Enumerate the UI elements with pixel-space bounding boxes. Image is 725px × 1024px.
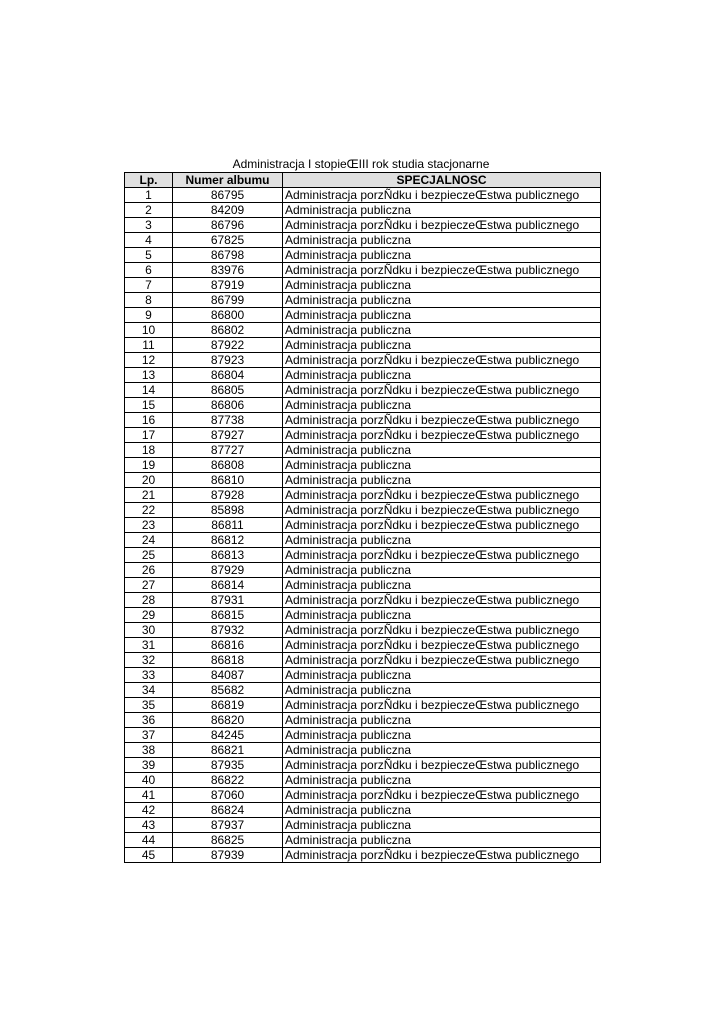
- page-title: Administracja I stopieŒIII rok studia stacjonarne: [232, 157, 490, 171]
- specialization-cell: Administracja porzÑdku i bezpieczeŒstwa publicznego: [283, 548, 601, 563]
- row-number-cell: 23: [125, 518, 173, 533]
- row-number-cell: 28: [125, 593, 173, 608]
- album-number-cell: 86824: [173, 803, 283, 818]
- specialization-cell: Administracja publiczna: [283, 458, 601, 473]
- table-row: [125, 398, 601, 413]
- specialization-cell: Administracja publiczna: [283, 578, 601, 593]
- specialization-cell: Administracja porzÑdku i bezpieczeŒstwa publicznego: [283, 518, 601, 533]
- table-row: [125, 443, 601, 458]
- table-row: [125, 548, 601, 563]
- row-number-cell: 32: [125, 653, 173, 668]
- table-row: [125, 203, 601, 218]
- album-number-cell: 86805: [173, 383, 283, 398]
- album-number-cell: 84245: [173, 728, 283, 743]
- row-number-cell: 29: [125, 608, 173, 623]
- row-number-cell: 39: [125, 758, 173, 773]
- album-number-cell: 85682: [173, 683, 283, 698]
- table-body: [125, 188, 601, 863]
- row-number-cell: 34: [125, 683, 173, 698]
- specialization-cell: Administracja porzÑdku i bezpieczeŒstwa publicznego: [283, 503, 601, 518]
- row-number-cell: 17: [125, 428, 173, 443]
- album-number-cell: 86816: [173, 638, 283, 653]
- row-number-cell: 11: [125, 338, 173, 353]
- table-row: [125, 638, 601, 653]
- table-row: [125, 308, 601, 323]
- table-row: [125, 653, 601, 668]
- table-row: [125, 353, 601, 368]
- table-row: [125, 503, 601, 518]
- album-number-cell: 87929: [173, 563, 283, 578]
- table-row: [125, 593, 601, 608]
- album-number-cell: 67825: [173, 233, 283, 248]
- row-number-cell: 45: [125, 848, 173, 863]
- specialization-cell: Administracja porzÑdku i bezpieczeŒstwa publicznego: [283, 218, 601, 233]
- row-number-cell: 8: [125, 293, 173, 308]
- row-number-cell: 35: [125, 698, 173, 713]
- table-row: [125, 803, 601, 818]
- row-number-cell: 33: [125, 668, 173, 683]
- specialization-cell: Administracja porzÑdku i bezpieczeŒstwa publicznego: [283, 848, 601, 863]
- table-row: [125, 428, 601, 443]
- album-number-cell: 86814: [173, 578, 283, 593]
- specialization-cell: Administracja publiczna: [283, 308, 601, 323]
- row-number-cell: 4: [125, 233, 173, 248]
- specialization-cell: Administracja publiczna: [283, 473, 601, 488]
- album-number-cell: 86804: [173, 368, 283, 383]
- specialization-cell: Administracja publiczna: [283, 713, 601, 728]
- specialization-cell: Administracja publiczna: [283, 293, 601, 308]
- column-header-specialization: SPECJALNOSC: [283, 173, 601, 188]
- table-row: [125, 248, 601, 263]
- row-number-cell: 16: [125, 413, 173, 428]
- album-number-cell: 87738: [173, 413, 283, 428]
- row-number-cell: 3: [125, 218, 173, 233]
- specialization-cell: Administracja porzÑdku i bezpieczeŒstwa publicznego: [283, 383, 601, 398]
- table-row: [125, 623, 601, 638]
- table-row: [125, 743, 601, 758]
- album-number-cell: 86800: [173, 308, 283, 323]
- row-number-cell: 31: [125, 638, 173, 653]
- row-number-cell: 14: [125, 383, 173, 398]
- table-row: [125, 278, 601, 293]
- specialization-cell: Administracja publiczna: [283, 233, 601, 248]
- specialization-cell: Administracja publiczna: [283, 818, 601, 833]
- specialization-cell: Administracja publiczna: [283, 773, 601, 788]
- table-row: [125, 473, 601, 488]
- album-number-cell: 86822: [173, 773, 283, 788]
- table-row: [125, 818, 601, 833]
- row-number-cell: 18: [125, 443, 173, 458]
- row-number-cell: 43: [125, 818, 173, 833]
- row-number-cell: 9: [125, 308, 173, 323]
- row-number-cell: 40: [125, 773, 173, 788]
- table-row: [125, 788, 601, 803]
- table-row: [125, 413, 601, 428]
- specialization-cell: Administracja porzÑdku i bezpieczeŒstwa publicznego: [283, 263, 601, 278]
- specialization-cell: Administracja publiczna: [283, 203, 601, 218]
- album-number-cell: 84209: [173, 203, 283, 218]
- album-number-cell: 86821: [173, 743, 283, 758]
- specialization-cell: Administracja publiczna: [283, 728, 601, 743]
- row-number-cell: 24: [125, 533, 173, 548]
- album-number-cell: 86819: [173, 698, 283, 713]
- specialization-cell: Administracja porzÑdku i bezpieczeŒstwa publicznego: [283, 593, 601, 608]
- specialization-cell: Administracja publiczna: [283, 398, 601, 413]
- table-header-row: [125, 173, 601, 188]
- row-number-cell: 20: [125, 473, 173, 488]
- album-number-cell: 86795: [173, 188, 283, 203]
- specialization-cell: Administracja porzÑdku i bezpieczeŒstwa publicznego: [283, 188, 601, 203]
- table-row: [125, 488, 601, 503]
- album-number-cell: 87931: [173, 593, 283, 608]
- specialization-cell: Administracja publiczna: [283, 368, 601, 383]
- album-number-cell: 86825: [173, 833, 283, 848]
- row-number-cell: 15: [125, 398, 173, 413]
- row-number-cell: 30: [125, 623, 173, 638]
- album-number-cell: 83976: [173, 263, 283, 278]
- specialization-cell: Administracja publiczna: [283, 248, 601, 263]
- album-number-cell: 86808: [173, 458, 283, 473]
- row-number-cell: 38: [125, 743, 173, 758]
- album-number-cell: 87932: [173, 623, 283, 638]
- table-row: [125, 533, 601, 548]
- album-number-cell: 87922: [173, 338, 283, 353]
- table-row: [125, 683, 601, 698]
- column-header-lp: Lp.: [125, 173, 173, 188]
- row-number-cell: 26: [125, 563, 173, 578]
- row-number-cell: 10: [125, 323, 173, 338]
- row-number-cell: 27: [125, 578, 173, 593]
- specialization-cell: Administracja publiczna: [283, 608, 601, 623]
- album-number-cell: 86802: [173, 323, 283, 338]
- specialization-cell: Administracja publiczna: [283, 668, 601, 683]
- table-row: [125, 728, 601, 743]
- album-number-cell: 87928: [173, 488, 283, 503]
- specialization-cell: Administracja publiczna: [283, 683, 601, 698]
- table-row: [125, 668, 601, 683]
- album-number-cell: 87927: [173, 428, 283, 443]
- album-number-cell: 87923: [173, 353, 283, 368]
- album-number-cell: 87919: [173, 278, 283, 293]
- specialization-cell: Administracja porzÑdku i bezpieczeŒstwa publicznego: [283, 428, 601, 443]
- specialization-cell: Administracja porzÑdku i bezpieczeŒstwa publicznego: [283, 413, 601, 428]
- specialization-cell: Administracja publiczna: [283, 278, 601, 293]
- album-number-cell: 87937: [173, 818, 283, 833]
- specialization-cell: Administracja porzÑdku i bezpieczeŒstwa publicznego: [283, 758, 601, 773]
- row-number-cell: 25: [125, 548, 173, 563]
- album-number-cell: 87935: [173, 758, 283, 773]
- album-number-cell: 86796: [173, 218, 283, 233]
- album-number-cell: 86798: [173, 248, 283, 263]
- table-row: [125, 263, 601, 278]
- row-number-cell: 6: [125, 263, 173, 278]
- row-number-cell: 44: [125, 833, 173, 848]
- row-number-cell: 21: [125, 488, 173, 503]
- table-row: [125, 758, 601, 773]
- album-number-cell: 86815: [173, 608, 283, 623]
- table-row: [125, 713, 601, 728]
- table-row: [125, 578, 601, 593]
- specialization-cell: Administracja publiczna: [283, 338, 601, 353]
- album-number-cell: 86810: [173, 473, 283, 488]
- student-table: [124, 172, 601, 863]
- row-number-cell: 5: [125, 248, 173, 263]
- specialization-cell: Administracja publiczna: [283, 443, 601, 458]
- specialization-cell: Administracja porzÑdku i bezpieczeŒstwa publicznego: [283, 653, 601, 668]
- album-number-cell: 86811: [173, 518, 283, 533]
- row-number-cell: 37: [125, 728, 173, 743]
- table-row: [125, 383, 601, 398]
- table-row: [125, 293, 601, 308]
- specialization-cell: Administracja porzÑdku i bezpieczeŒstwa publicznego: [283, 698, 601, 713]
- row-number-cell: 41: [125, 788, 173, 803]
- row-number-cell: 42: [125, 803, 173, 818]
- album-number-cell: 87939: [173, 848, 283, 863]
- album-number-cell: 86818: [173, 653, 283, 668]
- specialization-cell: Administracja porzÑdku i bezpieczeŒstwa publicznego: [283, 638, 601, 653]
- row-number-cell: 7: [125, 278, 173, 293]
- specialization-cell: Administracja porzÑdku i bezpieczeŒstwa publicznego: [283, 353, 601, 368]
- table-row: [125, 323, 601, 338]
- table-row: [125, 188, 601, 203]
- row-number-cell: 13: [125, 368, 173, 383]
- row-number-cell: 12: [125, 353, 173, 368]
- table-row: [125, 563, 601, 578]
- album-number-cell: 86820: [173, 713, 283, 728]
- specialization-cell: Administracja porzÑdku i bezpieczeŒstwa publicznego: [283, 488, 601, 503]
- album-number-cell: 86813: [173, 548, 283, 563]
- specialization-cell: Administracja porzÑdku i bezpieczeŒstwa publicznego: [283, 788, 601, 803]
- row-number-cell: 19: [125, 458, 173, 473]
- table-row: [125, 833, 601, 848]
- row-number-cell: 1: [125, 188, 173, 203]
- row-number-cell: 22: [125, 503, 173, 518]
- specialization-cell: Administracja publiczna: [283, 743, 601, 758]
- album-number-cell: 86806: [173, 398, 283, 413]
- album-number-cell: 84087: [173, 668, 283, 683]
- row-number-cell: 2: [125, 203, 173, 218]
- table-row: [125, 218, 601, 233]
- row-number-cell: 36: [125, 713, 173, 728]
- table-row: [125, 773, 601, 788]
- table-row: [125, 698, 601, 713]
- table-row: [125, 848, 601, 863]
- specialization-cell: Administracja publiczna: [283, 833, 601, 848]
- specialization-cell: Administracja publiczna: [283, 323, 601, 338]
- table-row: [125, 458, 601, 473]
- table-row: [125, 338, 601, 353]
- album-number-cell: 86812: [173, 533, 283, 548]
- specialization-cell: Administracja publiczna: [283, 533, 601, 548]
- album-number-cell: 87727: [173, 443, 283, 458]
- album-number-cell: 86799: [173, 293, 283, 308]
- specialization-cell: Administracja publiczna: [283, 563, 601, 578]
- table-row: [125, 233, 601, 248]
- table-row: [125, 518, 601, 533]
- table-row: [125, 368, 601, 383]
- album-number-cell: 87060: [173, 788, 283, 803]
- specialization-cell: Administracja publiczna: [283, 803, 601, 818]
- column-header-album-number: Numer albumu: [173, 173, 283, 188]
- table-row: [125, 608, 601, 623]
- specialization-cell: Administracja porzÑdku i bezpieczeŒstwa publicznego: [283, 623, 601, 638]
- album-number-cell: 85898: [173, 503, 283, 518]
